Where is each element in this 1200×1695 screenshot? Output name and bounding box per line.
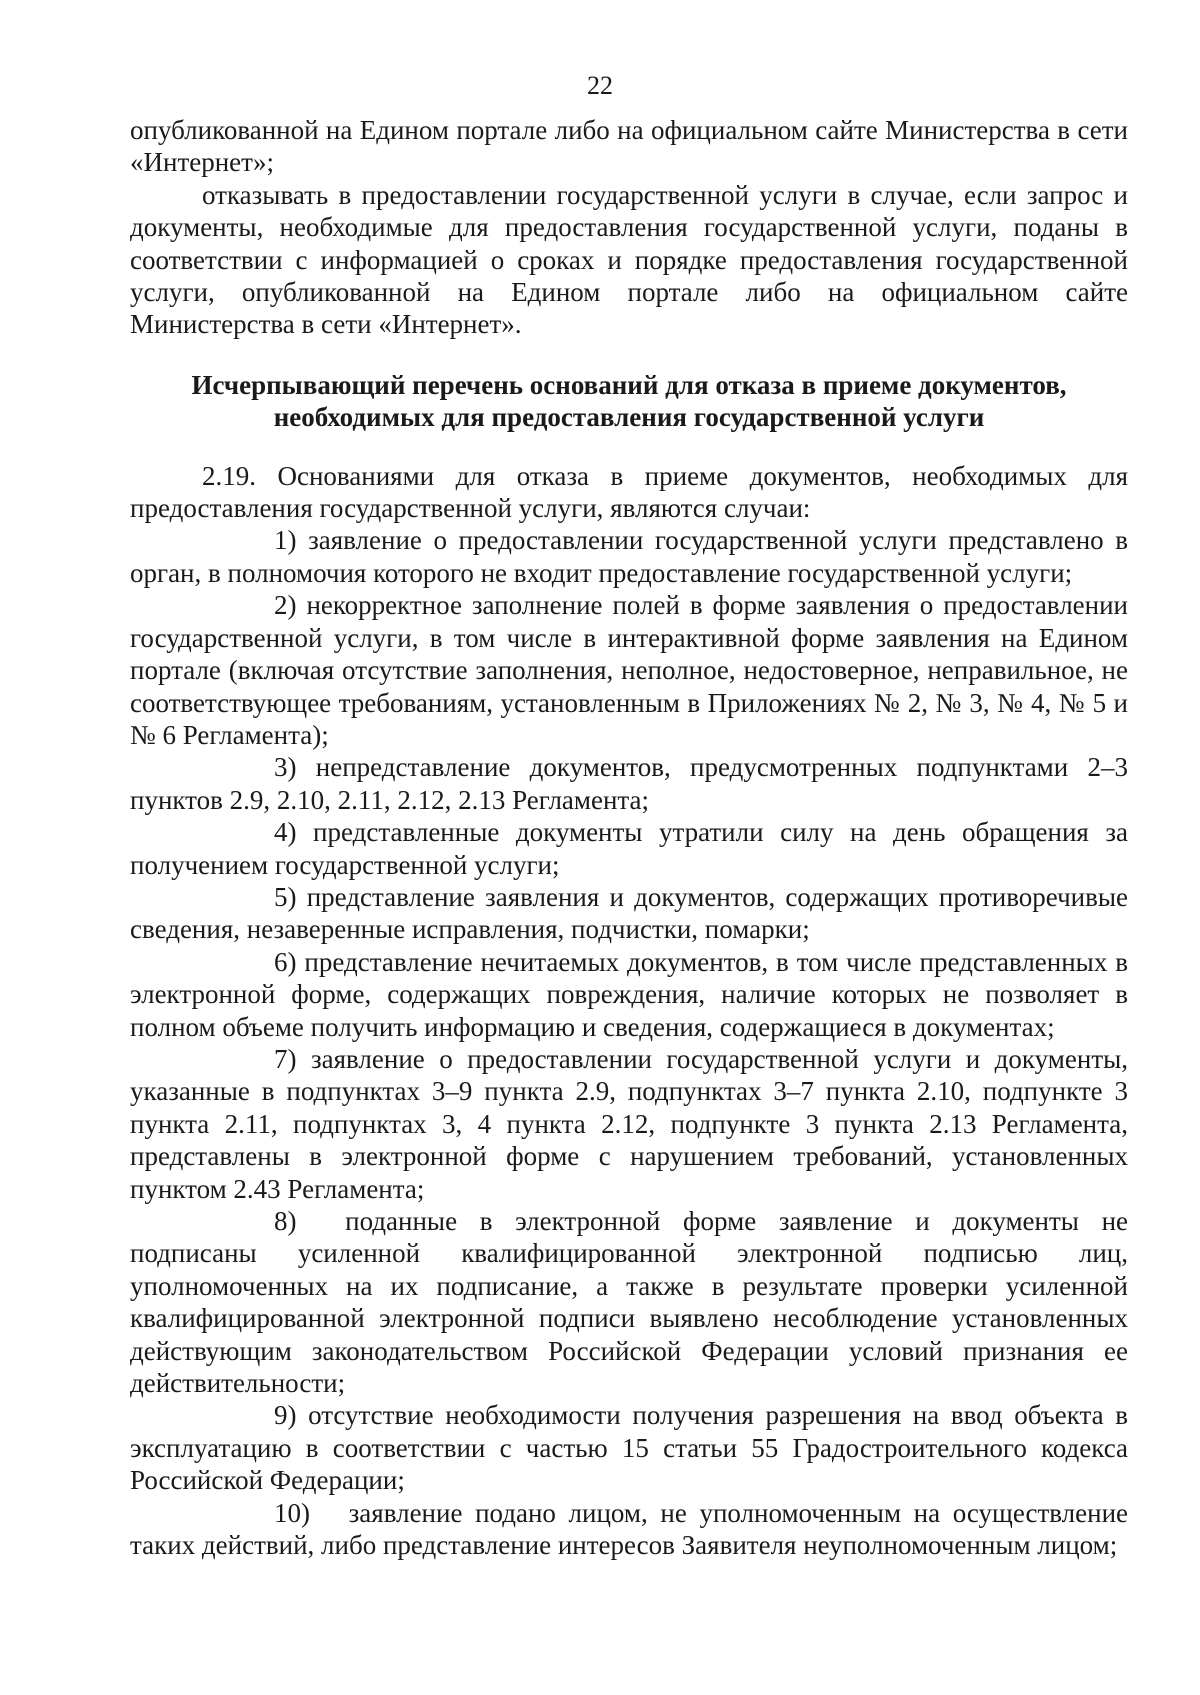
list-item-2 xyxy=(130,589,1128,751)
list-item-number: 2) xyxy=(274,590,297,621)
list-item-text: представление нечитаемых документов, в том числе представленных в электронной форме, содержащих повреждения, наличие которых не позволяет в полном объеме получить информацию и сведения, содержащиеся в документах; xyxy=(130,946,1128,1042)
list-item-text: заявление подано лицом, не уполномоченным на осуществление таких действий, либо представление интересов Заявителя неуполномоченным лицом; xyxy=(130,1497,1129,1561)
list-item-number: 3) xyxy=(274,752,297,783)
list-item-number: 8) xyxy=(274,1206,297,1236)
list-item-text: представленные документы утратили силу на день обращения за получением государственной услуги; xyxy=(130,817,1129,880)
list-item-text: заявление о предоставлении государственной услуги и документы, указанные в подпунктах 3–9 пункта 2.9, подпунктах 3–7 пункта 2.10, подпункте 3 пункта 2.11, подпунктах 3, 4 пункта 2.12, подпункте 3 пункта 2.13 Регламента, представлены в электронной форме с нарушением требований, установленных пунктом 2.43 Регламента; xyxy=(130,1043,1129,1204)
list-item-number: 5) xyxy=(274,881,297,912)
section-heading-line-2: необходимых для предоставления государственной услуги xyxy=(273,402,985,433)
list-item-number: 4) xyxy=(274,817,297,848)
list-item-number: 1) xyxy=(274,525,297,556)
list-item-5 xyxy=(130,881,1128,946)
list-item-text: поданные в электронной форме заявление и документы не подписаны усиленной квалифицированной электронной подписью лиц, уполномоченных на их подписание, а также в результате проверки усиленной квалифицированной электронной подписи выявлено несоблюдение установленных действующим законодательством Российской Федерации условий признания ее действительности; xyxy=(130,1206,1128,1399)
section-heading xyxy=(130,369,1128,434)
list-item-1 xyxy=(130,524,1128,589)
list-item-text: отсутствие необходимости получения разрешения на ввод объекта в эксплуатацию в соответствии с частью 15 статьи 55 Градостроительного кодекса Российской Федерации; xyxy=(130,1400,1128,1496)
list-item-9 xyxy=(130,1399,1128,1496)
list-item-text: некорректное заполнение полей в форме заявления о предоставлении государственной услуги, в том числе в интерактивной форме заявления на Едином портале (включая отсутствие заполнения, неполное, недостоверное, неправильное, не соответствующее требованиям, установленным в Приложениях № 2, № 3, № 4, № 5 и № 6 Регламента); xyxy=(130,590,1129,750)
paragraph-refusal: отказывать в предоставлении государственной услуги в случае, если запрос и документы, необходимые для предоставления государственной услуги, поданы в соответствии с информацией о сроках и порядке предоставления государственной услуги, опубликованной на Едином портале либо на официальном сайте Министерства в сети «Интернет». xyxy=(130,179,1128,340)
paragraph-continuation: опубликованной на Едином портале либо на официальном сайте Министерства в сети «Интернет»; xyxy=(130,115,1128,178)
list-item-number: 10) xyxy=(274,1497,310,1528)
section-heading-line-1: Исчерпывающий перечень оснований для отказа в приеме документов, xyxy=(191,369,1067,400)
list-item-7 xyxy=(130,1043,1128,1205)
list-item-8 xyxy=(130,1205,1128,1399)
list-item-text: заявление о предоставлении государственной услуги представлено в орган, в полномочия которого не входит предоставление государственной услуги; xyxy=(130,525,1128,588)
list-item-10 xyxy=(130,1497,1128,1562)
page-number: 22 xyxy=(587,71,613,100)
list-item-number: 6) xyxy=(274,946,297,977)
list-item-text: представление заявления и документов, содержащих противоречивые сведения, незаверенные исправления, подчистки, помарки; xyxy=(130,881,1128,945)
document-body xyxy=(130,114,1128,1561)
list-item-text: непредставление документов, предусмотренных подпунктами 2–3 пунктов 2.9, 2.10, 2.11, 2.12, 2.13 Регламента; xyxy=(130,752,1128,815)
list-item-number: 9) xyxy=(274,1400,297,1431)
list-item-4 xyxy=(130,816,1128,881)
list-item-3 xyxy=(130,751,1128,816)
paragraph-2-19: 2.19. Основаниями для отказа в приеме документов, необходимых для предоставления государственной услуги, являются случаи: xyxy=(130,460,1128,524)
list-item-6 xyxy=(130,946,1128,1043)
list-item-number: 7) xyxy=(274,1043,297,1074)
